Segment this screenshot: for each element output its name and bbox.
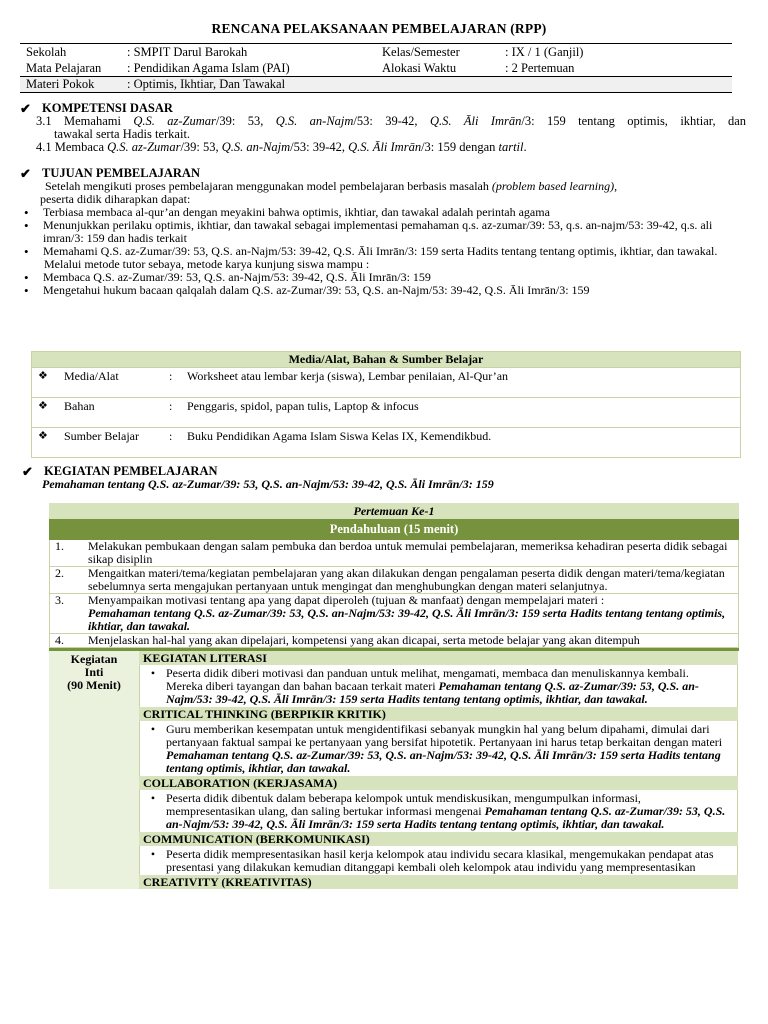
- sekolah-value: : SMPIT Darul Barokah: [127, 44, 248, 59]
- alokasi-value: : 2 Pertemuan: [505, 60, 575, 75]
- check-icon: ✔: [22, 464, 33, 479]
- table-row: 3. Menyampaikan motivasi tentang apa yang dapat diperoleh (tujuan & manfaat) dengan mempelajari materi : Pemahaman tentang Q.S. az-Zumar/39: 53, Q.S. an-Najm/53: 39-42, Q.S. Āli Imrān/3: 159 serta Hadits tentang tentang optimis, ikhtiar, dan tawakal.: [49, 594, 739, 634]
- section-heading-creativity: CREATIVITY (KREATIVITAS): [139, 875, 738, 889]
- media-value: Penggaris, spidol, papan tulis, Laptop & infocus: [187, 399, 419, 413]
- section-heading-communication: COMMUNICATION (BERKOMUNIKASI): [139, 832, 738, 846]
- tujuan-intro-2: peserta didik diharapkan dapat:: [40, 192, 191, 206]
- kegiatan-table: [49, 503, 739, 889]
- section-body: • Guru memberikan kesempatan untuk mengidentifikasi sebanyak mungkin hal yang belum dipahami, dimulai dari pertanyaan faktual sampai ke pertanyaan yang bersifat hipotetik. Pertanyaan ini harus tetap berkaitan dengan materi Pemahaman tentang Q.S. az-Zumar/39: 53, Q.S. an-Najm/53: 39-42, Q.S. Āli Imrān/3: 159 serta Hadits tentang tentang optimis, ikhtiar, dan tawakal.: [139, 721, 738, 776]
- section-heading-literasi: KEGIATAN LITERASI: [139, 651, 738, 665]
- alokasi-label: Alokasi Waktu: [382, 60, 457, 75]
- kegiatan-inti-label: Kegiatan Inti (90 Menit): [49, 651, 139, 889]
- tujuan-heading-text: TUJUAN PEMBELAJARAN: [42, 166, 200, 180]
- media-key: Bahan: [64, 399, 95, 413]
- list-item: • Membaca Q.S. az-Zumar/39: 53, Q.S. an-Najm/53: 39-42, Q.S. Āli Imrān/3: 159: [18, 271, 726, 284]
- media-table-header: Media/Alat, Bahan & Sumber Belajar: [32, 352, 740, 367]
- kegiatan-heading-block: [20, 465, 494, 491]
- media-table: [31, 351, 741, 458]
- info-row-materi: [20, 76, 732, 93]
- pendahuluan-header: Pendahuluan (15 menit): [49, 519, 739, 540]
- section-body: • Peserta didik diberi motivasi dan panduan untuk melihat, mengamati, membaca dan menuliskannya kembali. Mereka diberi tayangan dan bahan bacaan terkait materi Pemahaman tentang Q.S. az-Zumar/39: 53, Q.S. an-Najm/53: 39-42, Q.S. Āli Imrān/3: 159 serta Hadits tentang tentang optimis, ikhtiar, dan tawakal.: [139, 665, 738, 707]
- media-key: Sumber Belajar: [64, 429, 139, 443]
- list-item: • Terbiasa membaca al-qur’an dengan meyakini bahwa optimis, ikhtiar, dan tawakal adalah perintah agama: [18, 206, 726, 219]
- kd-item-4-1: 4.1 Membaca Q.S. az-Zumar/39: 53, Q.S. an-Najm/53: 39-42, Q.S. Āli Imrān/3: 159 dengan tartil.: [36, 140, 527, 154]
- tujuan-intro: Setelah mengikuti proses pembelajaran menggunakan model pembelajaran berbasis masalah (problem based learning),: [45, 179, 618, 193]
- media-row: ❖ Sumber Belajar : Buku Pendidikan Agama Islam Siswa Kelas IX, Kemendikbud.: [32, 427, 740, 457]
- diamond-bullet-icon: ❖: [38, 370, 48, 382]
- sekolah-label: Sekolah: [26, 44, 67, 59]
- info-row-1: [20, 44, 732, 60]
- section-body: • Peserta didik mempresentasikan hasil kerja kelompok atau individu secara klasikal, mengemukakan pendapat atas presentasi yang dilakukan kemudian ditanggapi kembali oleh kelompok atau individu yang mempresentasikan: [139, 846, 738, 875]
- kd-heading-text: KOMPETENSI DASAR: [42, 101, 173, 115]
- list-item: • Menunjukkan perilaku optimis, ikhtiar, dan tawakal sebagai implementasi pemahaman q.s. az-zumar/39: 53, q.s. an-najm/53: 39-42, q.s. ali imran/3: 159 dan hadis terkait: [18, 219, 726, 245]
- info-row-2: [20, 60, 732, 76]
- kd-item-3-1-line2: tawakal serta Hadis terkait.: [54, 127, 191, 141]
- kegiatan-inti: [49, 648, 739, 889]
- kelas-label: Kelas/Semester: [382, 44, 460, 59]
- table-row: 2. Mengaitkan materi/tema/kegiatan pembelajaran yang akan dilakukan dengan pengalaman peserta didik dengan materi/tema/kegiatan sebelumnya serta mengajukan pertanyaan untuk mengingat dan menghubungkan dengan materi selanjutnya.: [49, 567, 739, 594]
- section-heading-collaboration: COLLABORATION (KERJASAMA): [139, 776, 738, 790]
- media-value: Buku Pendidikan Agama Islam Siswa Kelas IX, Kemendikbud.: [187, 429, 492, 443]
- tujuan-list-1: [18, 206, 726, 258]
- table-row: 1. Melakukan pembukaan dengan salam pembuka dan berdoa untuk memulai pembelajaran, memeriksa kehadiran peserta didik sebagai sikap disiplin: [49, 540, 739, 567]
- tujuan-intro-3: Melalui metode tutor sebaya, metode karya kunjung siswa mampu :: [44, 257, 370, 271]
- materi-label: Materi Pokok: [26, 77, 95, 91]
- list-item: • Memahami Q.S. az-Zumar/39: 53, Q.S. an-Najm/53: 39-42, Q.S. Āli Imrān/3: 159 serta Hadits tentang tentang optimis, ikhtiar, dan tawakal.: [18, 245, 726, 258]
- bullet-icon: •: [150, 666, 156, 680]
- kelas-value: : IX / 1 (Ganjil): [505, 44, 584, 59]
- tujuan-list-2: [18, 271, 726, 297]
- kegiatan-subtitle: Pemahaman tentang Q.S. az-Zumar/39: 53, Q.S. an-Najm/53: 39-42, Q.S. Āli Imrān/3: 159: [42, 477, 494, 491]
- list-item: • Mengetahui hukum bacaan qalqalah dalam Q.S. az-Zumar/39: 53, Q.S. an-Najm/53: 39-42, Q.S. Āli Imrān/3: 159: [18, 284, 726, 297]
- kd-item-3-1: 3.1 Memahami Q.S. az-Zumar/39: 53, Q.S. an-Najm/53: 39-42, Q.S. Āli Imrān/3: 159 tentang optimis, ikhtiar, dan: [36, 114, 747, 128]
- table-row: 4. Menjelaskan hal-hal yang akan dipelajari, kompetensi yang akan dicapai, serta metode belajar yang akan ditempuh: [49, 634, 739, 648]
- section-body: • Peserta didik dibentuk dalam beberapa kelompok untuk mendiskusikan, mengumpulkan informasi, mempresentasikan ulang, dan saling bertukar informasi mengenai Pemahaman tentang Q.S. az-Zumar/39: 53, Q.S. an-Najm/53: 39-42, Q.S. Āli Imrān/3: 159 serta Hadits tentang tentang optimis, ikhtiar, dan tawakal.: [139, 790, 738, 832]
- bullet-icon: •: [150, 791, 156, 805]
- document-page: [18, 0, 747, 297]
- section-heading-critical-thinking: CRITICAL THINKING (BERPIKIR KRITIK): [139, 707, 738, 721]
- kegiatan-heading-text: KEGIATAN PEMBELAJARAN: [44, 464, 218, 478]
- check-icon: ✔: [20, 166, 31, 181]
- bullet-icon: •: [150, 847, 156, 861]
- mapel-label: Mata Pelajaran: [26, 60, 102, 75]
- media-key: Media/Alat: [64, 369, 119, 383]
- media-value: Worksheet atau lembar kerja (siswa), Lembar penilaian, Al-Qur’an: [187, 369, 509, 383]
- media-row: ❖ Bahan : Penggaris, spidol, papan tulis, Laptop & infocus: [32, 397, 740, 427]
- pertemuan-header: Pertemuan Ke-1: [49, 503, 739, 519]
- mapel-value: : Pendidikan Agama Islam (PAI): [127, 60, 290, 75]
- check-icon: ✔: [20, 101, 31, 116]
- kd-list: [36, 114, 747, 154]
- media-row: ❖ Media/Alat : Worksheet atau lembar kerja (siswa), Lembar penilaian, Al-Qur’an: [32, 367, 740, 397]
- document-title: RENCANA PELAKSANAAN PEMBELAJARAN (RPP): [211, 21, 547, 36]
- kegiatan-inti-body: [139, 651, 738, 889]
- materi-value: : Optimis, Ikhtiar, Dan Tawakal: [127, 77, 286, 91]
- info-table: [20, 43, 732, 93]
- diamond-bullet-icon: ❖: [38, 430, 48, 442]
- diamond-bullet-icon: ❖: [38, 400, 48, 412]
- bullet-icon: •: [150, 722, 156, 736]
